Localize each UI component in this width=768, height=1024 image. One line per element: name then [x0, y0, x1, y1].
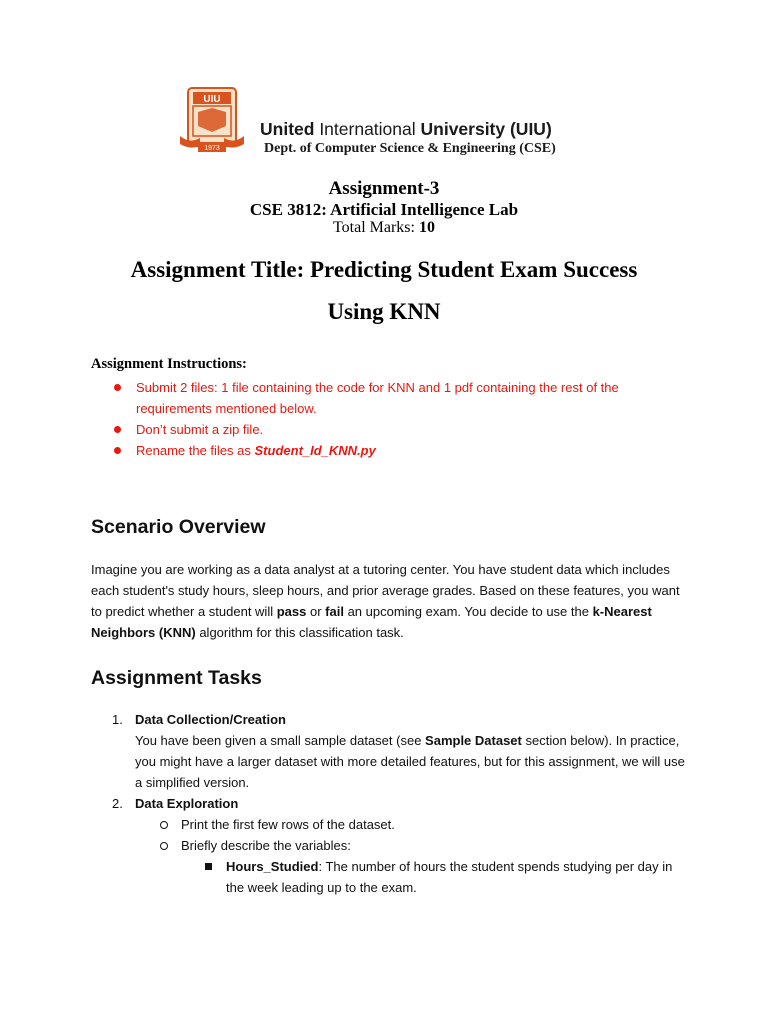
tasks-heading: Assignment Tasks — [91, 667, 262, 689]
scenario-paragraph: Imagine you are working as a data analyst at a tutoring center. You have student data which includes each student's study hours, sleep hours, and prior average grades. Based on these features, you want to predict whether a student will pass or fail an upcoming exam. You decide to use the k-Nearest Neighbors (KNN) algorithm for this classification task. — [91, 562, 680, 640]
assignment-title-line-1: Assignment Title: Predicting Student Exam Success — [130, 257, 638, 282]
subtask-item: Print the first few rows of the dataset. — [91, 814, 691, 835]
tasks-list — [91, 709, 691, 898]
logo-bottom-text: 1973 — [204, 145, 220, 152]
uiu-logo-icon — [176, 86, 248, 158]
bullet-icon — [114, 384, 121, 391]
logo-top-text: UIU — [203, 94, 221, 105]
instruction-item: Rename the files as Student_Id_KNN.py — [114, 440, 674, 461]
assignment-title-line-2: Using KNN — [327, 299, 441, 324]
instructions-heading: Assignment Instructions: — [91, 356, 247, 372]
course-name: CSE 3812: Artificial Intelligence Lab — [249, 200, 519, 219]
department-name: Dept. of Computer Science & Engineering (CSE) — [264, 141, 556, 156]
square-bullet-icon — [205, 863, 212, 870]
university-header — [176, 86, 616, 160]
task-number: 2. — [112, 796, 123, 811]
task-item — [91, 709, 691, 793]
subtask-item: Briefly describe the variables: — [91, 835, 691, 856]
total-marks: Total Marks: 10 — [333, 219, 435, 236]
circle-bullet-icon — [160, 842, 168, 850]
bullet-icon — [114, 447, 121, 454]
instruction-item: Don’t submit a zip file. — [114, 419, 674, 440]
circle-bullet-icon — [160, 821, 168, 829]
task-number: 1. — [112, 712, 123, 727]
variable-description: Hours_Studied: The number of hours the student spends studying per day in the week leading up to the exam. — [91, 856, 691, 898]
filename: Student_Id_KNN.py — [254, 443, 376, 458]
scenario-heading: Scenario Overview — [91, 516, 266, 538]
assignment-number: Assignment-3 — [328, 178, 440, 199]
university-name: United International University (UIU) — [260, 119, 552, 139]
task-title: Data Exploration — [135, 796, 239, 811]
bullet-icon — [114, 426, 121, 433]
task-description: You have been given a small sample dataset (see Sample Dataset section below). In practice, you might have a larger dataset with more detailed features, but for this assignment, we will use a simplified version. — [135, 733, 685, 790]
instruction-item: Submit 2 files: 1 file containing the code for KNN and 1 pdf containing the rest of the requirements mentioned below. — [114, 377, 674, 419]
instructions-list — [114, 377, 674, 461]
task-item — [91, 793, 691, 814]
task-title: Data Collection/Creation — [135, 712, 286, 727]
